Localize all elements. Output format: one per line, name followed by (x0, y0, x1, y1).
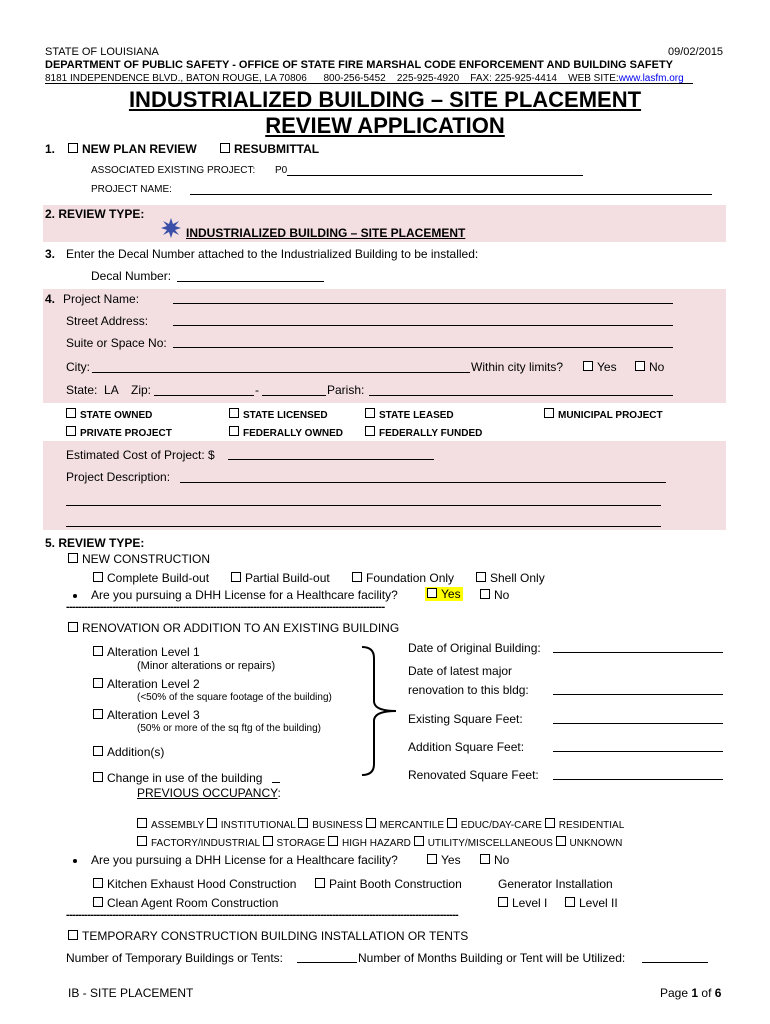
state-leased-checkbox[interactable] (365, 408, 375, 418)
section-4-number: 4. (45, 292, 56, 306)
footer-form-name: IB - SITE PLACEMENT (68, 986, 194, 1000)
change-use-field[interactable] (272, 782, 280, 783)
dhh-1-yes-checkbox[interactable] (427, 588, 437, 598)
level-1-checkbox[interactable] (498, 897, 508, 907)
previous-occupancy-label: PREVIOUS OCCUPANCY: (137, 786, 281, 800)
title-line-2: REVIEW APPLICATION (265, 113, 505, 138)
bullet-icon (73, 859, 77, 863)
ownership-state-licensed[interactable]: STATE LICENSED (229, 408, 328, 421)
date-latest-label-2: renovation to this bldg: (408, 683, 529, 697)
estimated-cost-field[interactable] (228, 459, 434, 460)
clean-agent-option[interactable]: Clean Agent Room Construction (93, 896, 278, 910)
description-field-1[interactable] (180, 482, 666, 483)
alteration-3-checkbox[interactable] (93, 709, 103, 719)
dhh-question-2: Are you pursuing a DHH License for a Healthcare facility? (91, 853, 398, 867)
decal-label: Decal Number: (91, 269, 172, 283)
addition-sqft-field[interactable] (553, 751, 723, 752)
additions-option[interactable]: Addition(s) (93, 745, 164, 759)
existing-sqft-label: Existing Square Feet: (408, 712, 523, 726)
renovation-option[interactable]: RENOVATION OR ADDITION TO AN EXISTING BUILDING (68, 621, 399, 635)
state-value: LA (104, 383, 119, 397)
associated-project-prefix: P0 (275, 165, 288, 176)
renovated-sqft-field[interactable] (553, 779, 723, 780)
zip-ext-field[interactable] (262, 395, 326, 396)
dhh-2-yes[interactable]: Yes (427, 853, 461, 867)
website-link[interactable]: www.lasfm.org (618, 73, 684, 84)
zip-dash: - (255, 383, 259, 397)
foundation-only-option[interactable]: Foundation Only (352, 571, 454, 585)
phone-2: 225-925-4920 (396, 73, 460, 84)
street-field[interactable] (173, 325, 673, 326)
occ-business[interactable]: BUSINESS (298, 820, 363, 831)
parish-field[interactable] (369, 395, 673, 396)
level-2-checkbox[interactable] (565, 897, 575, 907)
complete-buildout-checkbox[interactable] (93, 572, 103, 582)
state-label: State: LA (66, 383, 119, 397)
kitchen-option[interactable]: Kitchen Exhaust Hood Construction (93, 877, 296, 891)
occ-institutional[interactable]: INSTITUTIONAL (207, 820, 296, 831)
decal-instruction: Enter the Decal Number attached to the Industrialized Building to be installed: (66, 247, 479, 261)
occupancy-row-2 (137, 836, 622, 849)
alteration-1-option[interactable]: Alteration Level 1 (93, 645, 200, 659)
description-field-2[interactable] (66, 505, 661, 506)
dhh-2-no[interactable]: No (480, 853, 509, 867)
num-temp-label: Number of Temporary Buildings or Tents: (66, 951, 283, 965)
paint-booth-checkbox[interactable] (315, 878, 325, 888)
alteration-3-note: (50% or more of the sq ftg of the building) (137, 723, 321, 734)
parish-label: Parish: (327, 383, 365, 397)
address: 8181 INDEPENDENCE BLVD., BATON ROUGE, LA 70806 (45, 73, 307, 84)
dhh-1-yes[interactable]: Yes (425, 587, 463, 601)
section-5-label: 5. REVIEW TYPE: (45, 536, 145, 550)
within-city-no[interactable]: No (635, 360, 664, 374)
foundation-only-checkbox[interactable] (352, 572, 362, 582)
dhh-1-no-checkbox[interactable] (480, 589, 490, 599)
partial-buildout-option[interactable]: Partial Build-out (231, 571, 330, 585)
resubmittal-option[interactable]: RESUBMITTAL (220, 142, 319, 156)
occ-utility[interactable]: UTILITY/MISCELLANEOUS (414, 838, 553, 849)
review-type-value: INDUSTRIALIZED BUILDING – SITE PLACEMENT (186, 226, 466, 240)
project-name-label: PROJECT NAME: (91, 184, 172, 195)
kitchen-checkbox[interactable] (93, 878, 103, 888)
within-city-yes[interactable]: Yes (583, 360, 617, 374)
suite-label: Suite or Space No: (66, 336, 167, 350)
change-use-checkbox[interactable] (93, 772, 103, 782)
section-2-label: 2. REVIEW TYPE: (45, 207, 145, 221)
state-owned-checkbox[interactable] (66, 408, 76, 418)
new-construction-checkbox[interactable] (68, 553, 78, 563)
phone-1: 800-256-5452 (323, 73, 386, 84)
state-licensed-checkbox[interactable] (229, 408, 239, 418)
alteration-2-note: (<50% of the square footage of the building) (137, 692, 332, 703)
project-name-4-field[interactable] (173, 303, 673, 304)
occ-educ[interactable]: EDUC/DAY-CARE (447, 820, 542, 831)
zip-label: Zip: (131, 383, 152, 397)
renovation-checkbox[interactable] (68, 622, 78, 632)
ownership-private[interactable]: PRIVATE PROJECT (66, 426, 172, 439)
associated-project-label: ASSOCIATED EXISTING PROJECT: (91, 165, 256, 176)
num-months-label: Number of Months Building or Tent will be Utilized: (358, 951, 626, 965)
federally-owned-checkbox[interactable] (229, 426, 239, 436)
dhh-question-1: Are you pursuing a DHH License for a Healthcare facility? (91, 588, 398, 602)
alteration-3-option[interactable]: Alteration Level 3 (93, 708, 200, 722)
occ-mercantile[interactable]: MERCANTILE (366, 820, 444, 831)
alteration-2-option[interactable]: Alteration Level 2 (93, 677, 200, 691)
occ-factory[interactable]: FACTORY/INDUSTRIAL (137, 838, 260, 849)
ownership-federally-owned[interactable]: FEDERALLY OWNED (229, 426, 343, 439)
private-checkbox[interactable] (66, 426, 76, 436)
zip-field[interactable] (154, 395, 254, 396)
ownership-state-owned[interactable]: STATE OWNED (66, 408, 152, 421)
new-plan-review-option[interactable]: NEW PLAN REVIEW (68, 142, 197, 156)
dhh-1-no[interactable]: No (480, 588, 509, 602)
occ-unknown[interactable]: UNKNOWN (556, 838, 623, 849)
section-3-number: 3. (45, 247, 56, 261)
date-latest-field[interactable] (553, 694, 723, 695)
municipal-checkbox[interactable] (544, 408, 554, 418)
state-heading: STATE OF LOUISIANA (45, 46, 159, 58)
dhh-2-no-checkbox[interactable] (480, 854, 490, 864)
description-label: Project Description: (66, 470, 171, 484)
new-construction-option[interactable]: NEW CONSTRUCTION (68, 552, 210, 566)
bullet-icon (73, 594, 77, 598)
within-city-yes-checkbox[interactable] (583, 361, 593, 371)
street-label: Street Address: (66, 314, 149, 328)
renovated-sqft-label: Renovated Square Feet: (408, 768, 539, 782)
decal-field[interactable] (177, 281, 324, 282)
dash-separator-2: -------------------------------------------------------------------------------------------------------------------------------- (66, 909, 459, 921)
date-latest-label-1: Date of latest major (408, 664, 513, 678)
addition-sqft-label: Addition Square Feet: (408, 740, 525, 754)
temporary-option[interactable]: TEMPORARY CONSTRUCTION BUILDING INSTALLATION OR TENTS (68, 929, 468, 943)
occ-assembly[interactable]: ASSEMBLY (137, 820, 204, 831)
dash-separator-1: -------------------------------------------------------------------------------------------------------- (66, 601, 385, 613)
resubmittal-checkbox[interactable] (220, 143, 230, 153)
ownership-state-leased[interactable]: STATE LEASED (365, 408, 454, 421)
starburst-icon (161, 218, 181, 238)
occupancy-row-1 (137, 818, 624, 831)
title-line-1: INDUSTRIALIZED BUILDING – SITE PLACEMENT (128, 87, 642, 112)
estimated-cost-label: Estimated Cost of Project: $ (66, 448, 215, 462)
occ-residential[interactable]: RESIDENTIAL (545, 820, 625, 831)
description-field-3[interactable] (66, 526, 661, 527)
associated-project-field[interactable] (287, 175, 583, 176)
project-name-field[interactable] (190, 194, 712, 195)
shell-only-option[interactable]: Shell Only (476, 571, 545, 585)
generator-level-1[interactable]: Level I (498, 896, 547, 910)
date-original-field[interactable] (553, 652, 723, 653)
header-underline (45, 83, 693, 84)
within-city-no-checkbox[interactable] (635, 361, 645, 371)
num-months-field[interactable] (642, 962, 708, 963)
num-temp-field[interactable] (297, 962, 357, 963)
generator-label: Generator Installation (498, 877, 613, 891)
dhh-2-yes-checkbox[interactable] (427, 854, 437, 864)
generator-level-2[interactable]: Level II (565, 896, 618, 910)
temporary-checkbox[interactable] (68, 930, 78, 940)
shell-only-checkbox[interactable] (476, 572, 486, 582)
project-name-4-label: Project Name: (63, 292, 140, 306)
city-field[interactable] (92, 372, 470, 373)
alteration-2-checkbox[interactable] (93, 678, 103, 688)
new-plan-checkbox[interactable] (68, 143, 78, 153)
change-use-option[interactable]: Change in use of the building (93, 771, 262, 785)
form-date: 09/02/2015 (668, 46, 724, 58)
bracket-icon (360, 646, 400, 776)
clean-agent-checkbox[interactable] (93, 897, 103, 907)
occ-storage[interactable]: STORAGE (263, 838, 326, 849)
complete-buildout-option[interactable]: Complete Build-out (93, 571, 209, 585)
paint-booth-option[interactable]: Paint Booth Construction (315, 877, 462, 891)
alteration-1-note: (Minor alterations or repairs) (137, 660, 276, 672)
ownership-municipal[interactable]: MUNICIPAL PROJECT (544, 408, 663, 421)
fax: FAX: 225-925-4414 (470, 73, 557, 84)
additions-checkbox[interactable] (93, 746, 103, 756)
section-1-number: 1. (45, 142, 56, 156)
page-indicator: Page 1 of 6 (660, 986, 722, 1000)
partial-buildout-checkbox[interactable] (231, 572, 241, 582)
suite-field[interactable] (173, 347, 673, 348)
website-label: WEB SITE: (568, 73, 619, 84)
occ-high-hazard[interactable]: HIGH HAZARD (328, 838, 411, 849)
ownership-federally-funded[interactable]: FEDERALLY FUNDED (365, 426, 482, 439)
alteration-1-checkbox[interactable] (93, 646, 103, 656)
federally-funded-checkbox[interactable] (365, 426, 375, 436)
city-label: City: (66, 360, 90, 374)
date-original-label: Date of Original Building: (408, 641, 541, 655)
existing-sqft-field[interactable] (553, 723, 723, 724)
within-city-label: Within city limits? (471, 360, 564, 374)
department-heading: DEPARTMENT OF PUBLIC SAFETY - OFFICE OF STATE FIRE MARSHAL CODE ENFORCEMENT AND BUILDING SAFETY (45, 59, 674, 71)
